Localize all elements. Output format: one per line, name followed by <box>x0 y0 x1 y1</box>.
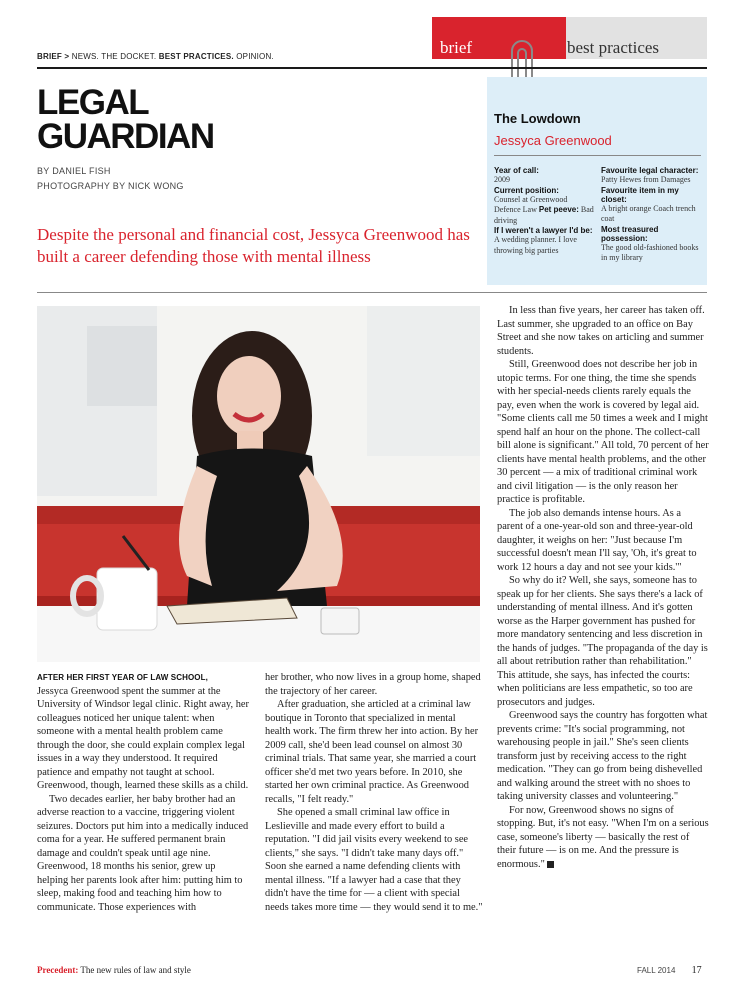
lowdown-title: The Lowdown <box>494 111 581 126</box>
byline <box>37 164 184 194</box>
portrait-illustration <box>37 306 480 662</box>
best-practices-tab-label: best practices <box>567 38 660 57</box>
fact-value: Bad driving <box>494 205 594 225</box>
nav-items: NEWS. THE DOCKET. <box>71 52 157 61</box>
nav-section: BRIEF > <box>37 52 70 61</box>
lowdown-rule <box>494 155 701 156</box>
nav-tail: OPINION. <box>236 52 274 61</box>
end-mark-icon <box>547 861 554 868</box>
lead-in: AFTER HER FIRST YEAR OF LAW SCHOOL, <box>37 673 208 682</box>
fact-value: A wedding planner. I love throwing big parties <box>494 235 577 255</box>
paragraph: The job also demands intense hours. As a parent of a one-year-old son and three-year-old daughter, it weighs on her: "Just because I'm successful doesn't mean I'll say, 'Oh, it's great to work 12 hours a day and not see your kids.'" <box>497 507 697 573</box>
portrait-photo <box>37 306 480 662</box>
fact-label: If I weren't a lawyer I'd be: <box>494 226 593 235</box>
lowdown-name: Jessyca Greenwood <box>494 133 612 148</box>
brief-tab-label: brief <box>440 38 473 57</box>
paragraph: Greenwood says the country has forgotten what prevents crime: "It's social programming, not warehousing people in jail." She's seen clients transform just by receiving access to the right medication. "They can go from being dishevelled and walking around the street with no shoes to taking university classes and volunteering." <box>497 710 708 802</box>
deck-rule <box>37 292 707 293</box>
footer-brand <box>37 965 191 975</box>
paragraph: Still, Greenwood does not describe her job in utopic terms. For one thing, the time she spends with her special-needs clients rarely equals the pay, even when the work is covered by legal aid. "Some clients call me 50 times a week and I might spend half an hour on the phone. The collect-call bill alone is significant." All told, 70 percent of her clients have mental health problems, and the other 30 percent — a mix of traditional criminal work and civil litigation — is the only reason her practice is profitable. <box>497 359 709 505</box>
paragraph: She opened a small criminal law office in Leslieville and made every effort to build a reputation. "I did jail visits every weekend to see clients," she says. "I didn't take many days off." Soon she earned a name defending clients with mental illness. "If a lawyer had a case that they didn't have the time for — a client with special needs takes more time — they would send it to me." <box>265 807 483 913</box>
byline-photographer: PHOTOGRAPHY BY NICK WONG <box>37 181 184 191</box>
nav-active: BEST PRACTICES. <box>158 52 234 61</box>
lowdown-left-column <box>494 166 594 256</box>
section-breadcrumb <box>37 52 274 61</box>
paragraph: In less than five years, her career has taken off. Last summer, she upgraded to an office on Bay Street and she now takes on articling and summer students. <box>497 305 705 357</box>
deck: Despite the personal and financial cost, Jessyca Greenwood has built a career defending those with mental illness <box>37 225 470 266</box>
paragraph: Two decades earlier, her baby brother had an adverse reaction to a vaccine, triggering violent seizures. Doctors put him into a medically induced coma for a year. He suffered permanent brain damage and couldn't speak until age nine. Greenwood, 18 months his senior, grew up helping her parents look after him: putting him to sleep, making food and teaching him how to communicate. Those experiences with <box>37 793 249 913</box>
footer-tagline: The new rules of law and style <box>80 965 191 975</box>
fact-label: Year of call: <box>494 166 539 175</box>
header-rule <box>37 67 707 69</box>
fact-value: A bright orange Coach trench coat <box>601 203 696 223</box>
fact-label: Most treasured possession: <box>601 224 659 243</box>
paragraph: Jessyca Greenwood spent the summer at the University of Windsor legal clinic. Right away, her colleagues noticed her unique talent: when someone with a mental health problem came through the door, she could explain complex legal issues in a way they understood. It required patience and empathy not taught at school. Greenwood, though, learned these skills as a child. <box>37 685 249 791</box>
fact-label: Favourite legal character: <box>601 166 699 175</box>
paragraph: her brother, who now lives in a group home, shaped the trajectory of her career. <box>265 672 481 697</box>
paragraph: So why do it? Well, she says, someone has to speak up for her clients. She says there's a lack of understanding of mental illness. And it's gotten worse as the Harper government has pushed for more mandatory sentencing and less discretion in the hands of judges. "The propaganda of the day is all about retribution rather than rehabilitation." This attitude, she says, has infected the courts: when politicians are less empathetic, so too are prosecutors and judges. <box>497 575 708 708</box>
footer-issue: FALL 2014 <box>637 966 676 975</box>
headline <box>37 83 297 156</box>
byline-author: BY DANIEL FISH <box>37 166 111 176</box>
paragraph: After graduation, she articled at a criminal law boutique in Toronto that specialized in mental health work. The firm threw her into action. By her 2009 call, she'd been lead counsel on almost 30 criminal trials. That same year, she married a court officer she'd met two years before. In 2010, she started her own criminal practice. As Greenwood recalls, "I felt ready." <box>265 699 479 805</box>
fact-value: 2009 <box>494 175 510 184</box>
fact-value: Counsel at Greenwood Defence Law <box>494 194 568 214</box>
body-column-1 <box>37 671 249 914</box>
paragraph: For now, Greenwood shows no signs of stopping. But, it's not easy. "When I'm on a serious case, someone's liberty — basically the rest of their future — is on me. And the pressure is enormous." <box>497 804 709 870</box>
headline-line-1: LEGAL <box>37 83 149 122</box>
headline-line-2: GUARDIAN <box>37 117 214 156</box>
lowdown-right-column <box>601 166 701 264</box>
footer-folio <box>637 965 702 976</box>
fact-value: The good old-fashioned books in my library <box>601 242 699 262</box>
fact-label: Current position: <box>494 185 559 195</box>
body-column-2 <box>265 671 483 914</box>
fact-label: Pet peeve: <box>538 205 579 214</box>
footer-brand-name: Precedent: <box>37 965 79 975</box>
fact-value: Patty Hewes from Damages <box>601 175 691 184</box>
fact-label: Favourite item in my closet: <box>601 185 679 204</box>
page-number: 17 <box>691 965 702 976</box>
body-column-3 <box>497 304 709 871</box>
